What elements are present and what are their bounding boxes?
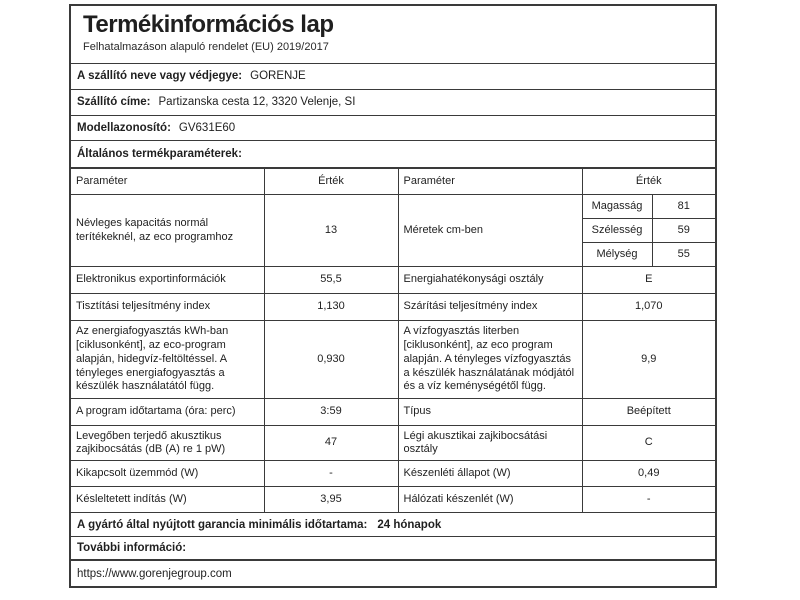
- dimension-width-value: 59: [652, 219, 715, 243]
- param-cleaning-index: Tisztítási teljesítmény index: [71, 294, 264, 321]
- supplier-address-value: Partizanska cesta 12, 3320 Velenje, SI: [158, 96, 356, 109]
- manufacturer-website-link[interactable]: https://www.gorenjegroup.com: [77, 567, 232, 580]
- value-rated-capacity: 13: [264, 195, 398, 267]
- header-value-left: Érték: [264, 169, 398, 195]
- table-header-row: [71, 169, 715, 195]
- header-parameter-right: Paraméter: [398, 169, 582, 195]
- value-drying-index: 1,070: [582, 294, 715, 321]
- warranty-value: 24 hónapok: [377, 518, 442, 531]
- dimension-height-value: 81: [652, 195, 715, 219]
- param-delayed-start: Késleltetett indítás (W): [71, 487, 264, 513]
- param-noise-emission: Levegőben terjedő akusztikus zajkibocsátás (dB (A) re 1 pW): [71, 426, 264, 461]
- param-energy-consumption: Az energiafogyasztás kWh-ban [ciklusonként], az eco-program alapján, hidegvíz-feltöltéssel. A tényleges energiafogyasztás a készülék használatától függ.: [71, 321, 264, 399]
- value-energy-consumption: 0,930: [264, 321, 398, 399]
- table-row-energy-water-consumption: [71, 321, 715, 399]
- warranty-label: A gyártó által nyújtott garancia minimális időtartama:: [77, 518, 368, 531]
- param-standby-state: Készenléti állapot (W): [398, 461, 582, 487]
- supplier-name-value: GORENJE: [250, 70, 306, 83]
- supplier-name-row: [71, 64, 715, 90]
- model-id-row: [71, 116, 715, 142]
- warranty-row: [71, 513, 715, 537]
- param-noise-class: Légi akusztikai zajkibocsátási osztály: [398, 426, 582, 461]
- value-standby-state: 0,49: [582, 461, 715, 487]
- param-drying-index: Szárítási teljesítmény index: [398, 294, 582, 321]
- regulation-subtitle: Felhatalmazáson alapuló rendelet (EU) 2019/2017: [83, 41, 329, 54]
- table-row-off-standby: [71, 461, 715, 487]
- table-row-noise: [71, 426, 715, 461]
- supplier-name-label: A szállító neve vagy védjegye:: [77, 70, 243, 83]
- value-noise-class: C: [582, 426, 715, 461]
- dimension-depth-label: Mélység: [582, 243, 652, 267]
- general-parameters-heading: Általános termékparaméterek:: [71, 141, 715, 168]
- supplier-address-label: Szállító címe:: [77, 96, 151, 109]
- value-off-mode: -: [264, 461, 398, 487]
- model-id-value: GV631E60: [178, 121, 236, 134]
- param-networked-standby: Hálózati készenlét (W): [398, 487, 582, 513]
- value-cleaning-index: 1,130: [264, 294, 398, 321]
- param-dimensions: Méretek cm-ben: [398, 195, 582, 267]
- param-off-mode: Kikapcsolt üzemmód (W): [71, 461, 264, 487]
- model-id-label: Modellazonosító:: [77, 121, 171, 134]
- parameters-table: [71, 168, 715, 513]
- value-water-consumption: 9,9: [582, 321, 715, 399]
- dimension-height-label: Magasság: [582, 195, 652, 219]
- param-rated-capacity: Névleges kapacitás normál terítékeknél, az eco programhoz: [71, 195, 264, 267]
- more-info-row: További információ:: [71, 537, 715, 561]
- table-row-delay-network: [71, 487, 715, 513]
- param-water-consumption: A vízfogyasztás literben [ciklusonként], az eco program alapján. A tényleges vízfogyasztás a készülék használatának módjától és a víz keménységétől függ.: [398, 321, 582, 399]
- value-energy-efficiency-class: E: [582, 267, 715, 294]
- url-row: [71, 561, 715, 586]
- dimension-width-label: Szélesség: [582, 219, 652, 243]
- value-noise-emission: 47: [264, 426, 398, 461]
- param-electronic-export-info: Elektronikus exportinformációk: [71, 267, 264, 294]
- param-type: Típus: [398, 399, 582, 426]
- supplier-address-row: [71, 90, 715, 116]
- table-row-cleaning-drying-index: [71, 294, 715, 321]
- value-program-duration: 3:59: [264, 399, 398, 426]
- value-networked-standby: -: [582, 487, 715, 513]
- table-row-duration-type: [71, 399, 715, 426]
- header-parameter-left: Paraméter: [71, 169, 264, 195]
- page-title: Termékinformációs lap: [83, 11, 334, 38]
- value-delayed-start: 3,95: [264, 487, 398, 513]
- dimension-depth-value: 55: [652, 243, 715, 267]
- value-type: Beépített: [582, 399, 715, 426]
- title-block: [71, 6, 715, 64]
- product-info-sheet: [69, 4, 717, 588]
- header-value-right: Érték: [582, 169, 715, 195]
- param-program-duration: A program időtartama (óra: perc): [71, 399, 264, 426]
- table-row-capacity-dimensions: [71, 195, 715, 219]
- table-row-eei-energy-class: [71, 267, 715, 294]
- param-energy-efficiency-class: Energiahatékonysági osztály: [398, 267, 582, 294]
- value-electronic-export-info: 55,5: [264, 267, 398, 294]
